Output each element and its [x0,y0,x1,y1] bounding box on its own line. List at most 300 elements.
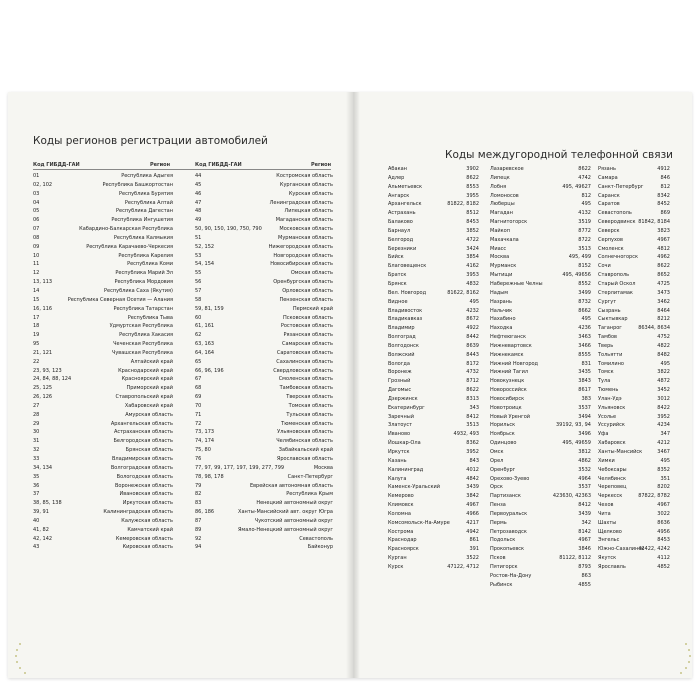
phone-code-row [388,510,479,519]
phone-code-row [388,218,479,227]
city-name: Брянск [388,280,407,287]
phone-code: 8452 [657,201,670,208]
phone-code-row [490,307,591,316]
phone-code: 39192, 93, 94 [556,422,591,429]
city-name: Нижнекамск [490,351,524,358]
region-code-left: 35 [33,473,40,480]
region-row [33,517,333,526]
region-code-left: 19 [33,332,40,339]
region-name-left: Республика Адыгея [121,173,173,179]
city-name: Волжский [388,351,415,358]
city-name: Майкоп [490,227,510,234]
city-name: Волгодонск [388,342,419,349]
region-name-left: Белгородская область [113,438,173,445]
region-name-right: Псковская область [283,314,333,321]
phone-code-row [598,333,670,342]
region-code-right: 58 [195,296,202,303]
region-name-left: Владимирская область [111,456,173,462]
region-code-right: 59, 81, 159 [195,305,224,312]
phone-code: 3955 [466,192,479,199]
phone-code-row [598,528,670,537]
phone-code-row [598,289,670,298]
city-name: Усолье [598,413,617,420]
region-row [33,455,333,464]
city-name: Старый Оскол [598,280,636,287]
city-name: Южно-Сахалинск [598,546,645,553]
city-name: Самара [598,174,618,181]
city-name: Ломоносов [490,192,519,199]
phone-code-row [598,413,670,422]
phone-code: 4217 [466,519,479,526]
city-name: Екатеринбург [388,404,425,411]
phone-code-row [598,227,670,236]
phone-code: 4112 [657,555,670,562]
phone-code: 3822 [657,369,670,376]
region-name-right: Ярославская область [276,456,333,462]
region-name-right: Ханты-Мансийский авт. округ Югра [238,509,333,516]
city-name: Черкесск [598,493,623,500]
region-name-right: Ульяновская область [277,429,333,436]
phone-code: 3463 [578,334,591,341]
region-name-left: Красноярский край [121,376,173,383]
phone-code-row [388,528,479,537]
phone-code-row [388,457,479,466]
region-name-right: Байконур [307,544,333,551]
header-region-2: Регион [311,162,332,168]
phone-code-row [490,554,591,563]
phone-code-row [388,377,479,386]
phone-code: 3852 [466,227,479,234]
region-row [33,411,333,420]
phone-code: 87822, 8782 [638,493,670,500]
phone-code: 495, 49659 [562,440,591,447]
city-name: Орел [490,457,504,464]
region-code-left: 06 [33,217,40,224]
region-name-right: Еврейская автономная область [249,482,333,489]
region-name-left: Республика Бурятия [118,190,173,197]
city-name: Петрозаводск [490,528,527,535]
phone-code: 8722 [578,236,591,243]
region-row [33,278,333,287]
city-name: Пермь [490,519,507,526]
city-name: Севастополь [598,210,632,217]
region-name-right: Сахалинская область [276,358,333,365]
phone-code-row [388,368,479,377]
city-name: Братск [388,272,407,279]
phone-code-row [388,307,479,316]
region-row [33,473,333,482]
region-code-left: 09 [33,243,40,250]
phone-code: 8732 [578,298,591,305]
page-title-regions: Коды регионов регистрации автомобилей [33,135,268,147]
city-name: Смоленск [598,245,624,252]
phone-code: 4812 [657,245,670,252]
region-name-right: Ленинградская область [269,199,333,206]
book-gutter [346,92,360,678]
region-name-right: Самарская область [281,341,333,348]
city-name: Ульяновск [598,404,626,411]
city-name: Владикавказ [388,316,423,323]
city-name: Северск [598,227,620,234]
city-name: Сызрань [598,307,621,314]
phone-code-row [490,483,591,492]
region-row [33,420,333,429]
region-name-left: Воронежская область [114,482,173,489]
phone-code-row [598,501,670,510]
phone-code-row [598,457,670,466]
phone-code-row [598,245,670,254]
region-code-left: 95 [33,341,40,348]
phone-code-row [490,430,591,439]
phone-code-row [388,192,479,201]
city-name: Партизанск [490,493,521,500]
phone-code: 3902 [466,166,479,172]
region-name-left: Республика Татарстан [113,305,173,312]
region-code-left: 17 [33,314,40,321]
region-code-left: 26, 126 [33,394,53,401]
region-code-right: 45 [195,181,202,188]
region-row [33,526,333,535]
region-name-left: Кемеровская область [115,535,173,542]
city-name: Вел. Новгород [388,289,427,296]
region-code-left: 13, 113 [33,279,53,286]
phone-code-row [388,209,479,218]
city-name: Мурманск [490,263,517,270]
region-name-left: Волгоградская область [110,464,173,471]
phone-code-row [490,501,591,510]
phone-code-row [598,395,670,404]
phone-code: 3537 [578,484,591,491]
city-name: Норильск [490,422,516,429]
region-code-left: 27 [33,402,40,409]
region-code-left: 43 [33,544,40,551]
region-name-left: Республика Саха (Якутия) [104,287,173,294]
city-name: Солнечногорск [598,254,639,261]
phone-code-row [490,245,591,254]
phone-code: 4722 [466,236,479,243]
region-code-left: 03 [33,190,40,197]
phone-code-row [490,492,591,501]
city-name: Белгород [388,236,414,243]
phone-code: 81822, 8182 [447,201,479,208]
phone-code-row [388,501,479,510]
city-name: Абакан [388,166,407,172]
phone-code-row [490,183,591,192]
region-name-right: Севастополь [299,535,333,542]
region-name-right: Забайкальский край [278,447,333,454]
phone-code: 3012 [657,395,670,402]
phone-code-row [490,227,591,236]
phone-code-row [490,236,591,245]
region-name-right: Липецкая область [284,208,333,215]
region-row [33,216,333,225]
phone-code: 81122, 8112 [559,555,591,562]
city-name: Липецк [490,174,510,181]
phone-code: 495 [660,360,670,367]
region-code-right: 83 [195,500,202,507]
phone-code-row [598,519,670,528]
phone-code-row [388,413,479,422]
region-row [33,234,333,243]
region-row [33,296,333,305]
phone-code-row [490,315,591,324]
city-name: Адлер [388,174,405,181]
region-code-left: 16, 116 [33,305,53,312]
region-row [33,446,333,455]
region-row [33,428,333,437]
region-row [33,172,333,181]
phone-code: 8453 [466,219,479,226]
book-spread [8,92,692,678]
phone-code: 861 [469,537,479,544]
phone-code-row [598,554,670,563]
phone-code: 8172 [466,360,479,367]
city-name: Томск [598,369,614,376]
phone-code-row [490,404,591,413]
phone-code: 4855 [578,581,591,588]
region-name-right: Свердловская область [273,367,333,374]
region-code-right: 77, 97, 99, 177, 197, 199, 277, 799 [195,464,285,471]
phone-code-row [490,519,591,528]
phone-code: 863 [581,572,591,579]
city-name: Лазаревское [490,166,524,172]
region-code-right: 61, 161 [195,323,215,330]
region-code-left: 10 [33,252,40,259]
phone-code-row [388,289,479,298]
phone-code: 3022 [657,510,670,517]
phone-code-row [388,227,479,236]
city-name: Лобня [490,183,507,190]
phone-code-row [388,439,479,448]
city-name: Благовещенск [388,263,427,270]
region-name-left: Калужская область [121,517,173,524]
region-code-right: 87 [195,517,202,524]
phone-code: 4932, 493 [453,431,479,438]
region-code-left: 41, 82 [33,526,49,533]
phone-code: 3439 [578,510,591,517]
phone-code-row [388,360,479,369]
region-code-right: 74, 174 [195,438,215,445]
region-name-right: Рязанская область [283,332,333,339]
city-name: Тюмень [598,387,619,394]
region-code-right: 54, 154 [195,261,215,268]
phone-code-row [490,439,591,448]
city-name: Грозный [388,378,411,385]
phone-code: 495, 499 [568,254,591,261]
region-code-right: 68 [195,385,202,392]
city-name: Дзержинск [388,395,418,402]
phone-code: 81622, 8162 [447,289,479,296]
phone-code: 86344, 8634 [638,325,670,332]
region-row [33,393,333,402]
region-code-left: 32 [33,447,40,454]
phone-code-row [388,386,479,395]
city-name: Ставрополь [598,272,630,279]
city-name: Чехов [598,502,614,509]
city-name: Химки [598,457,615,464]
region-name-right: Орловская область [282,287,333,294]
city-name: Тамбов [598,334,617,341]
region-code-left: 31 [33,438,40,445]
phone-code-row [598,368,670,377]
region-row [33,482,333,491]
city-name: Рыбинск [490,581,513,588]
city-name: Архангельск [388,201,422,208]
region-row [33,499,333,508]
region-name-right: Челябинская область [276,438,333,445]
region-row [33,199,333,208]
phone-code: 8622 [578,166,591,172]
city-name: Тверь [598,342,614,349]
phone-code-row [490,510,591,519]
region-code-left: 08 [33,234,40,241]
city-name: Нижний Тагил [490,369,529,376]
city-name: Магнитогорск [490,219,528,226]
region-code-right: 92 [195,535,202,542]
region-row [33,402,333,411]
region-code-left: 38, 85, 138 [33,500,62,507]
phone-code-row [598,192,670,201]
city-name: Северодвинск [598,219,636,226]
city-name: Тула [598,378,611,385]
region-code-right: 62 [195,332,202,339]
region-code-right: 57 [195,287,202,294]
city-name: Челябинск [598,475,627,482]
phone-code-row [598,404,670,413]
phone-code-row [598,360,670,369]
phone-code: 3494 [578,413,591,420]
phone-code-row [598,545,670,554]
region-codes-table [33,172,333,552]
region-code-left: 25, 125 [33,385,53,392]
region-name-left: Республика Мордовия [114,279,173,286]
phone-code-row [598,262,670,271]
phone-code-row [490,324,591,333]
region-name-left: Хабаровский край [124,402,173,409]
region-code-right: 72 [195,420,202,427]
phone-code-row [490,421,591,430]
phone-code: 843 [469,457,479,464]
phone-code: 3435 [578,369,591,376]
phone-code: 4852 [657,563,670,570]
phone-code-row [490,448,591,457]
phone-code: 4236 [578,325,591,332]
region-code-right: 49 [195,217,202,224]
phone-code-row [490,289,591,298]
region-name-left: Архангельская область [110,420,173,427]
city-name: Саранск [598,192,620,199]
city-name: Бийск [388,254,404,261]
city-name: Нальчик [490,307,513,314]
phone-code-row [598,466,670,475]
phone-code-row [388,483,479,492]
region-code-right: 79 [195,482,202,489]
phone-code-row [490,545,591,554]
phone-code-row [598,492,670,501]
region-row [33,358,333,367]
region-name-right: Оренбургская область [273,279,333,286]
phone-code: 8622 [466,174,479,181]
city-name: Кострома [388,528,414,535]
phone-code-row [598,271,670,280]
phone-code-row [598,315,670,324]
page-title-phone-codes: Коды междугородной телефонной связи [445,149,673,161]
phone-code-row [388,342,479,351]
region-code-right: 56 [195,279,202,286]
phone-code-row [490,253,591,262]
phone-code: 8712 [466,378,479,385]
phone-code-row [598,448,670,457]
phone-code: 8443 [466,351,479,358]
phone-code: 3537 [578,404,591,411]
header-divider [33,169,331,170]
city-name: Каменск-Уральский [388,484,440,491]
phone-code: 3952 [466,449,479,455]
phone-code-row [490,298,591,307]
region-name-right: Смоленская область [278,376,333,383]
phone-code-row [388,174,479,183]
city-name: Магадан [490,210,513,217]
phone-code-row [490,262,591,271]
phone-code: 4012 [466,466,479,473]
phone-code-row [490,395,591,404]
city-name: Климовск [388,502,414,509]
region-code-right: 94 [195,544,202,551]
phone-code: 8772 [578,227,591,234]
phone-code: 8482 [657,351,670,358]
region-row [33,384,333,393]
phone-code-row [388,448,479,457]
phone-code: 3953 [466,272,479,279]
region-name-left: Калининградская область [103,509,173,516]
phone-code-row [490,271,591,280]
region-name-left: Республика Ингушетия [111,217,173,224]
phone-code-row [598,421,670,430]
phone-code-row [388,545,479,554]
region-code-right: 64, 164 [195,349,215,356]
region-row [33,260,333,269]
region-name-left: Удмуртская Республика [109,323,173,330]
phone-code: 3499 [578,289,591,296]
city-name: Омск [490,449,504,455]
region-name-left: Приморский край [126,385,173,392]
region-name-right: Ненецкий автономный округ [256,500,333,507]
city-name: Курган [388,555,407,562]
phone-code-row [490,457,591,466]
phone-code: 8622 [466,387,479,394]
phone-code: 8412 [466,413,479,420]
city-name: Назрань [490,298,512,305]
region-name-right: Нижегородская область [268,243,333,250]
phone-code-row [388,404,479,413]
phone-code: 495 [581,316,591,323]
region-name-left: Кировская область [122,544,173,551]
city-name: Курск [388,563,404,570]
phone-code-row [388,466,479,475]
region-name-right: Курская область [288,190,333,197]
region-name-left: Алтайский край [130,358,173,365]
phone-code: 4967 [466,502,479,509]
region-row [33,464,333,473]
phone-code: 42422, 4242 [638,546,670,553]
region-code-right: 66, 96, 196 [195,367,224,374]
phone-code: 3452 [657,387,670,394]
phone-code-row [388,563,479,572]
region-name-left: Амурская область [125,411,173,418]
region-row [33,331,333,340]
phone-code: 3424 [466,245,479,252]
phone-code: 383 [581,395,591,402]
